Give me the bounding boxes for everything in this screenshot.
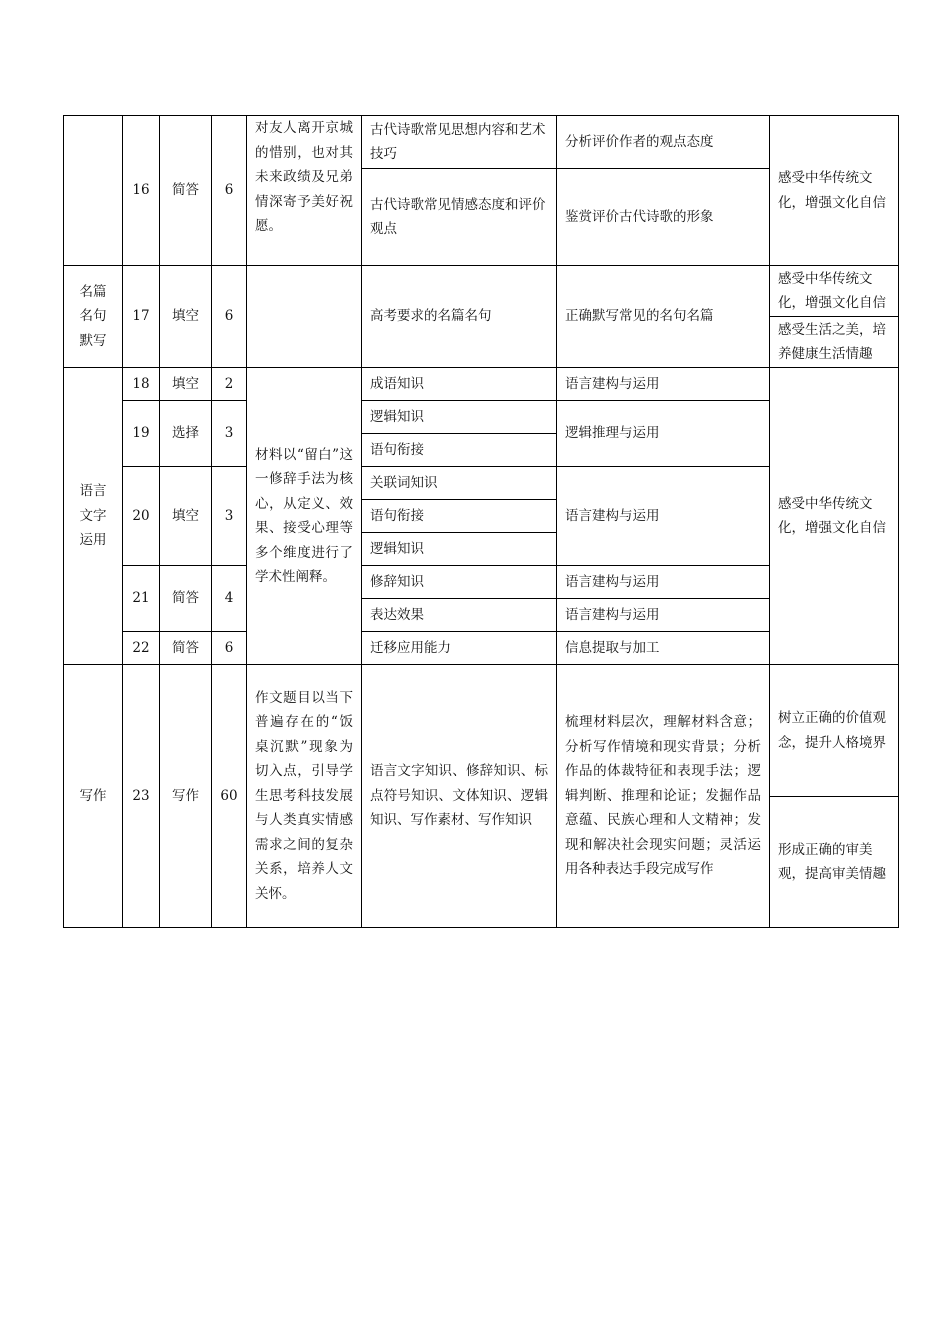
knowledge-cell: 逻辑知识 bbox=[362, 401, 557, 434]
question-number: 20 bbox=[123, 467, 160, 566]
question-number: 18 bbox=[123, 368, 160, 401]
ability-cell: 逻辑推理与运用 bbox=[557, 401, 770, 467]
question-score: 3 bbox=[212, 467, 247, 566]
table-row bbox=[64, 665, 899, 797]
question-score: 3 bbox=[212, 401, 247, 467]
question-score: 6 bbox=[212, 632, 247, 665]
literacy-cell: 感受中华传统文化，增强文化自信 bbox=[770, 368, 899, 665]
question-type: 简答 bbox=[160, 632, 212, 665]
ability-cell: 语言建构与运用 bbox=[557, 599, 770, 632]
knowledge-cell: 关联词知识 bbox=[362, 467, 557, 500]
question-type: 填空 bbox=[160, 266, 212, 368]
material-description: 材料以“留白”这一修辞手法为核心，从定义、效果、接受心理等多个维度进行了学术性阐释。 bbox=[247, 368, 362, 665]
literacy-cell: 感受生活之美，培养健康生活情趣 bbox=[770, 317, 899, 368]
question-number: 16 bbox=[123, 116, 160, 266]
literacy-cell: 感受中华传统文化，增强文化自信 bbox=[770, 116, 899, 266]
ability-cell: 分析评价作者的观点态度 bbox=[557, 116, 770, 169]
material-description bbox=[247, 266, 362, 368]
question-number: 19 bbox=[123, 401, 160, 467]
question-type: 简答 bbox=[160, 566, 212, 632]
literacy-cell: 感受中华传统文化，增强文化自信 bbox=[770, 266, 899, 317]
question-score: 2 bbox=[212, 368, 247, 401]
section-label: 写作 bbox=[64, 665, 123, 928]
question-number: 21 bbox=[123, 566, 160, 632]
ability-cell: 梳理材料层次，理解材料含意；分析写作情境和现实背景；分析作品的体裁特征和表现手法；逻辑判断、推理和论证；发掘作品意蕴、民族心理和人文精神；发现和解决社会现实问题；灵活运用各种表达手段完成写作 bbox=[557, 665, 770, 928]
literacy-cell: 树立正确的价值观念，提升人格境界 bbox=[770, 665, 899, 797]
knowledge-cell: 古代诗歌常见思想内容和艺术技巧 bbox=[362, 116, 557, 169]
knowledge-cell: 修辞知识 bbox=[362, 566, 557, 599]
table-row bbox=[64, 116, 899, 169]
material-description: 作文题目以当下普遍存在的“饭桌沉默”现象为切入点，引导学生思考科技发展与人类真实情感需求之间的复杂关系，培养人文关怀。 bbox=[247, 665, 362, 928]
ability-cell: 信息提取与加工 bbox=[557, 632, 770, 665]
question-number: 17 bbox=[123, 266, 160, 368]
knowledge-cell: 语句衔接 bbox=[362, 500, 557, 533]
question-score: 4 bbox=[212, 566, 247, 632]
question-type: 填空 bbox=[160, 467, 212, 566]
ability-cell: 语言建构与运用 bbox=[557, 467, 770, 566]
question-score: 60 bbox=[212, 665, 247, 928]
question-number: 23 bbox=[123, 665, 160, 928]
knowledge-cell: 古代诗歌常见情感态度和评价观点 bbox=[362, 169, 557, 266]
literacy-cell: 形成正确的审美观，提高审美情趣 bbox=[770, 797, 899, 928]
exam-spec-table bbox=[63, 115, 899, 928]
knowledge-cell: 高考要求的名篇名句 bbox=[362, 266, 557, 368]
question-type: 简答 bbox=[160, 116, 212, 266]
ability-cell: 语言建构与运用 bbox=[557, 368, 770, 401]
section-label: 语言文字运用 bbox=[64, 368, 123, 665]
question-type: 填空 bbox=[160, 368, 212, 401]
knowledge-cell: 语言文字知识、修辞知识、标点符号知识、文体知识、逻辑知识、写作素材、写作知识 bbox=[362, 665, 557, 928]
question-score: 6 bbox=[212, 266, 247, 368]
ability-cell: 鉴赏评价古代诗歌的形象 bbox=[557, 169, 770, 266]
knowledge-cell: 表达效果 bbox=[362, 599, 557, 632]
section-label-cell bbox=[64, 116, 123, 266]
question-type: 选择 bbox=[160, 401, 212, 467]
question-score: 6 bbox=[212, 116, 247, 266]
question-type: 写作 bbox=[160, 665, 212, 928]
knowledge-cell: 迁移应用能力 bbox=[362, 632, 557, 665]
question-number: 22 bbox=[123, 632, 160, 665]
knowledge-cell: 逻辑知识 bbox=[362, 533, 557, 566]
section-label: 名篇名句默写 bbox=[64, 266, 123, 368]
table-row bbox=[64, 368, 899, 401]
material-description: 对友人离开京城的惜别，也对其未来政绩及兄弟情深寄予美好祝愿。 bbox=[247, 116, 362, 266]
ability-cell: 语言建构与运用 bbox=[557, 566, 770, 599]
knowledge-cell: 语句衔接 bbox=[362, 434, 557, 467]
table-row bbox=[64, 266, 899, 317]
ability-cell: 正确默写常见的名句名篇 bbox=[557, 266, 770, 368]
knowledge-cell: 成语知识 bbox=[362, 368, 557, 401]
